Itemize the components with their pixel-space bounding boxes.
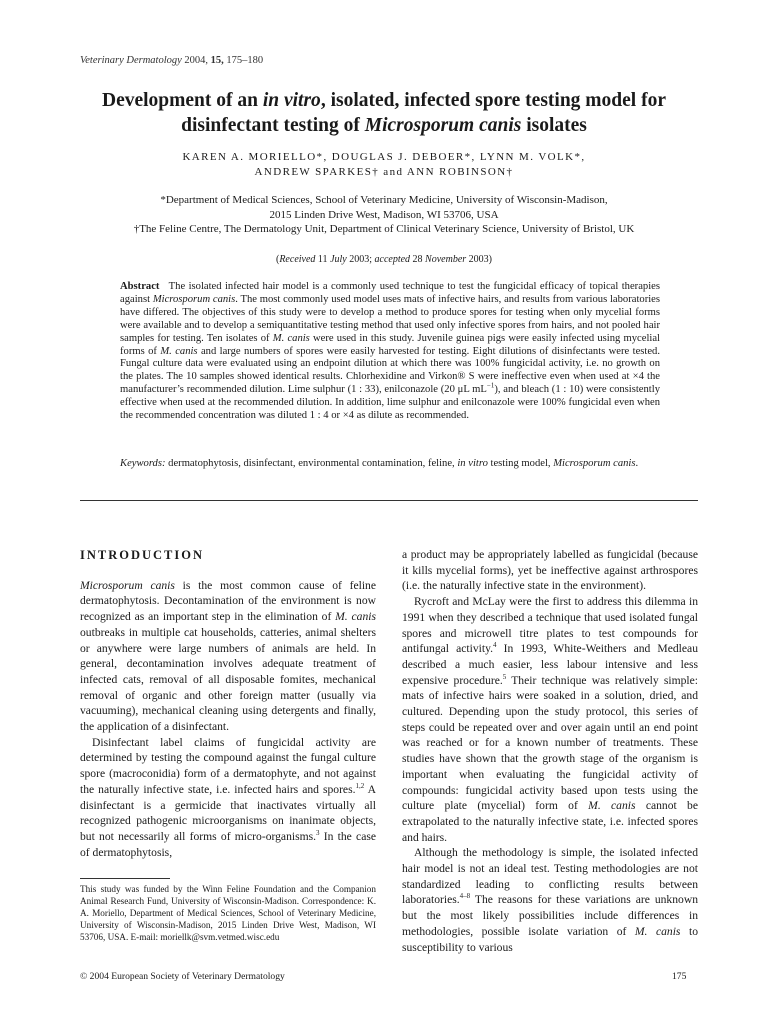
abstract-italic: M. canis: [272, 332, 310, 344]
abstract-text: and large numbers of spores were easily harvested for testing. Eight dilutions of disinfectants were tested. Fungal culture data were evaluated using an endpoint dilution at which there was 100% fungicidal activity, i.e. no growth on the plates. The 10 samples showed identical results. Chlorhexidine and Virkon® S were ineffective even when used at ×4 the manufacturer’s recommended dilution. Lime sulphur (1 : 33), enilconazole (20 μL mL: [120, 345, 660, 396]
citation-superscript: 1,2: [355, 781, 365, 790]
keywords-italic: in vitro: [457, 458, 488, 469]
accepted-month: November: [425, 254, 467, 265]
page-number: 175: [672, 971, 687, 982]
citation-superscript: 4: [493, 641, 497, 650]
abstract-italic: Microsporum canis: [152, 293, 236, 305]
received-text: (: [275, 254, 280, 265]
paragraph: [402, 594, 698, 845]
journal-name: Veterinary Dermatology: [80, 55, 182, 66]
body-text: cannot be extrapolated to the naturally infective state, i.e. infected spores and hairs.: [402, 799, 698, 844]
abstract-text: ), and bleach (1 : 10) were consistently effective when used at the recommended dilution. In addition, lime sulphur and enilconazole were 100% fungicidal even when the recommended concentration was diluted 1 : 4 or ×4 as dilute as recommended.: [120, 384, 660, 422]
footnote-rule: [80, 878, 170, 879]
title-text: Development of an: [101, 90, 263, 111]
body-italic: M. canis: [335, 610, 376, 624]
journal-year: 2004,: [184, 55, 209, 66]
affiliation-line: *Department of Medical Sciences, School of Veterinary Medicine, University of Wisconsin-Madison,: [160, 194, 608, 206]
body-text: to susceptibility to various: [402, 924, 698, 954]
abstract-text: were used in this study. Juvenile guinea pigs were easily infected using mycelial forms of: [120, 332, 660, 357]
abstract: [120, 281, 660, 423]
running-head: [80, 55, 263, 66]
author-list: [80, 150, 688, 180]
right-column: [402, 547, 698, 955]
body-text: Their technique was relatively simple: mats of infective hairs were soaked in a solution, dried, and cultured. Depending upon the study protocol, this series of steps could be repeated over and over again until an end point was reached or for a known number of treatments. These studies have shown that the growth stage of the organism is important when evaluating the fungicidal activity of compounds: fungicidal activity based upon tests using the culture plate (mycelial) form of: [402, 673, 698, 813]
body-text: Rycroft and McLay were the first to address this dilemma in 1991 when they described a technique that used isolated fungal spores and microwell titre plates to test compounds for antifungal activity.: [402, 595, 698, 656]
author-line: ANDREW SPARKES† and ANN ROBINSON†: [254, 166, 514, 178]
body-text: Disinfectant label claims of fungicidal activity are determined by testing the compound against the fungal culture spore (macroconidia) form of a dermatophyte, and not against the naturally infective state, i.e. infected hairs and spores.: [80, 735, 376, 796]
body-text: outbreaks in multiple cat households, catteries, animal shelters or anywhere were large numbers of animals are held. In general, decontamination involves adequate treatment of infected cats, removal of all disposable fomites, mechanical removal of organic and other foreign matter (usually via vacuuming), mechanical cleaning using detergents and finally, the application of a disinfectant.: [80, 625, 376, 734]
abstract-label: Abstract: [120, 281, 160, 292]
title-italic: Microsporum canis: [364, 115, 522, 136]
keywords-label: Keywords:: [120, 458, 166, 469]
paragraph: [80, 578, 376, 735]
body-text: a product may be appropriately labelled as fungicidal (because it kills mycelial forms), yet be ineffective against arthrospores (i.e. the naturally infective state in the environment).: [402, 548, 698, 593]
affiliation-line: †The Feline Centre, The Dermatology Unit, Department of Clinical Veterinary Science, University of Bristol, UK: [133, 223, 635, 235]
keywords-text: testing model,: [487, 458, 554, 469]
body-text: A disinfectant is a germicide that inactivates virtually all recognized pathogenic microorganisms on inanimate objects, but not necessarily all forms of micro-organisms.: [80, 782, 376, 843]
copyright-footer: © 2004 European Society of Veterinary Dermatology: [80, 971, 285, 982]
body-text: In the case of dermatophytosis,: [80, 829, 376, 859]
author-line: KAREN A. MORIELLO*, DOUGLAS J. DEBOER*, LYNN M. VOLK*,: [182, 151, 586, 163]
body-italic: Microsporum canis: [80, 578, 175, 592]
body-text: In 1993, White-Weithers and Medleau described a much easier, less labour intensive and less expensive procedure.: [402, 642, 698, 687]
journal-volume: 15,: [210, 55, 224, 66]
abstract-superscript: −1: [486, 381, 495, 390]
body-text: is the most common cause of feline dermatophytosis. Decontamination of the environment is now recognized as an important step in the elimination of: [80, 578, 376, 624]
footnote: This study was funded by the Winn Feline Foundation and the Companion Animal Research Fund, University of Wisconsin-Madison. Correspondence: K. A. Moriello, Department of Medical Sciences, School of Veterinary Medicine, University of Wisconsin-Madison, 2015 Linden Drive West, Madison, WI 53706, USA. E-mail: moriellk@svm.vetmed.wisc.edu: [80, 884, 376, 942]
affiliation-line: 2015 Linden Drive West, Madison, WI 53706, USA: [269, 208, 499, 221]
citation-superscript: 5: [502, 672, 507, 681]
received-month: July: [330, 254, 347, 265]
received-text: 2003): [466, 254, 492, 265]
divider-rule: [80, 500, 698, 501]
journal-pages: 175–180: [226, 55, 264, 66]
article-title: [70, 88, 698, 138]
received-label: Received: [279, 254, 316, 265]
accepted-label: accepted: [374, 254, 411, 265]
body-text: The reasons for these variations are unknown but the most likely possibilities include differences in methodologies, possible isolate variation of: [402, 893, 698, 938]
title-text: , isolated, infected spore testing model for disinfectant testing of: [181, 90, 666, 136]
received-dates: [80, 254, 688, 265]
abstract-italic: M. canis: [160, 345, 198, 357]
keywords-italic: Microsporum canis: [553, 458, 636, 469]
keywords-text: dermatophytosis, disinfectant, environmental contamination, feline,: [165, 458, 458, 469]
section-heading-introduction: INTRODUCTION: [80, 548, 205, 562]
received-text: 2003;: [346, 254, 375, 265]
abstract-text: The isolated infected hair model is a commonly used technique to test the fungicidal efficacy of topical therapies against: [120, 281, 660, 305]
body-italic: M. canis: [588, 799, 636, 813]
body-italic: M. canis: [634, 924, 681, 938]
citation-superscript: 3: [316, 829, 320, 838]
received-text: 11: [315, 254, 331, 265]
title-text: isolates: [521, 115, 587, 136]
left-column: [80, 540, 376, 860]
abstract-text: . The most commonly used model uses mats of infective hairs, and results from various laboratories have differed. The objectives of this study were to develop a method to produce spores for testing when only mycelial forms were available and to develop a semiquantitative testing method that used only infective spores from hairs, and not pooled hair samples for testing. Ten isolates of: [120, 293, 660, 344]
paragraph: [402, 547, 698, 594]
paragraph: [402, 845, 698, 955]
received-text: 28: [410, 254, 426, 265]
keywords: [120, 457, 660, 470]
keywords-text: .: [635, 458, 639, 469]
citation-superscript: 4–8: [459, 892, 471, 901]
paragraph: [80, 735, 376, 861]
affiliations: [80, 193, 688, 237]
body-text: Although the methodology is simple, the isolated infected hair model is not an ideal test. Testing methodologies are not standardized leading to conflicting results between laboratories.: [402, 846, 698, 907]
title-italic: in vitro: [262, 90, 321, 111]
